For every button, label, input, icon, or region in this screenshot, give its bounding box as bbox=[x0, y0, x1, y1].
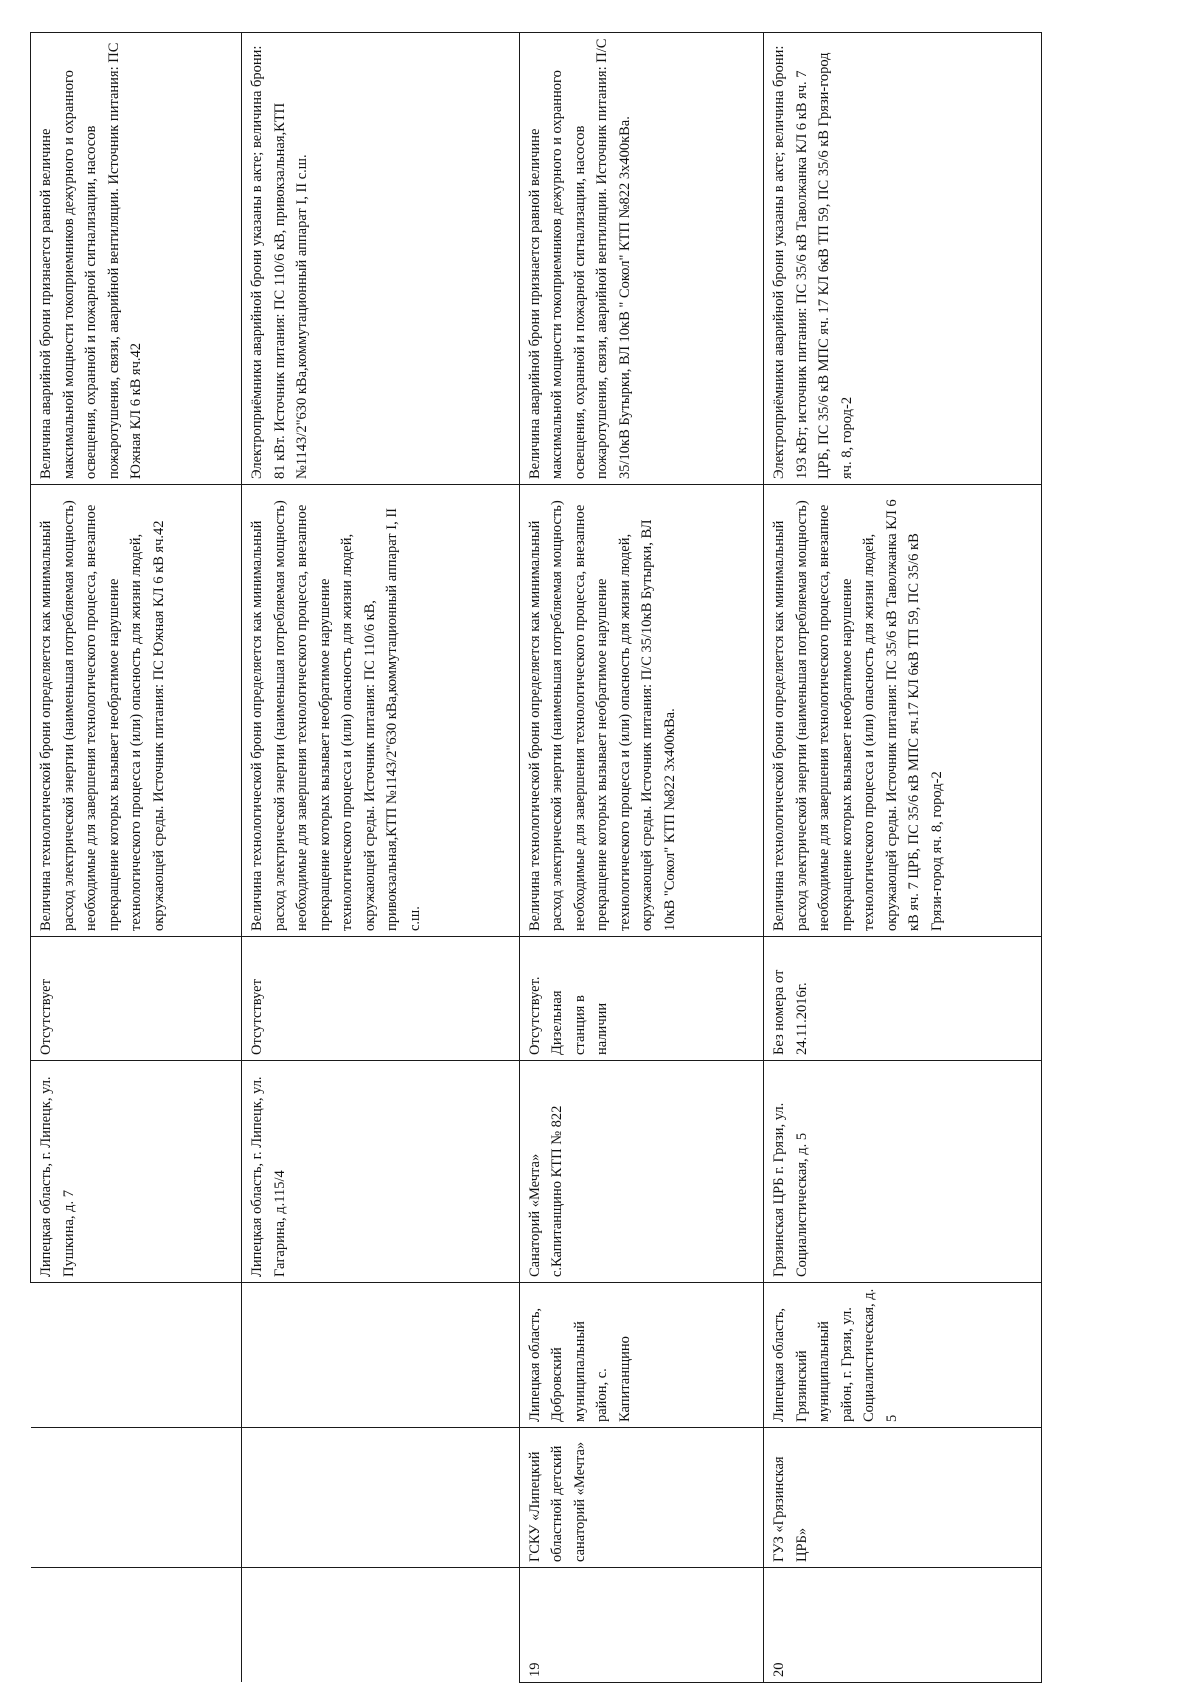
row-number-cell bbox=[31, 1568, 242, 1683]
technological-reserve-cell: Величина технологической брони определяется как минимальный расход электрической энергии (наименьшая потребляемая мощность) необходимые для завершения технологического процесса, внезапное прекращение которых вызывает необратимое нарушение технологического процесса и (или) опасность для жизни людей, окружающей среды. Источник питания: ПС 110/6 кВ, привокзальная,КТП №1143/2"630 кВа,коммутационный аппарат I, II с.ш. bbox=[242, 485, 520, 937]
emergency-reserve-cell: Электроприёмники аварийной брони указаны в акте; величина брони: 81 кВт. Источник питания: ПС 110/6 кВ, привокзальная,КТП №1143/2"630 кВа,коммутационный аппарат I, II с.ш. bbox=[242, 33, 520, 485]
act-cell: Отсутствует bbox=[242, 937, 520, 1061]
technological-reserve-cell: Величина технологической брони определяется как минимальный расход электрической энергии (наименьшая потребляемая мощность) необходимые для завершения технологического процесса, внезапное прекращение которых вызывает необратимое нарушение технологического процесса и (или) опасность для жизни людей, окружающей среды. Источник питания: П/С 35/10кВ Бутырки, ВЛ 10кВ "Сокол" КТП №822 3х400кВа. bbox=[519, 485, 763, 937]
region-cell bbox=[242, 1283, 520, 1428]
table-row bbox=[31, 33, 242, 1683]
table-row bbox=[242, 33, 520, 1683]
organization-cell bbox=[242, 1428, 520, 1568]
row-number-cell: 19 bbox=[519, 1568, 763, 1683]
organization-cell: ГСКУ «Липецкий областной детский санаторий «Мечта» bbox=[519, 1428, 763, 1568]
address-cell: Липецкая область, г. Липецк, ул. Пушкина, д. 7 bbox=[31, 1061, 242, 1283]
emergency-reserve-cell: Величина аварийной брони признается равной величине максимальной мощности токоприемников дежурного и охранного освещения, охранной и пожарной сигнализации, насосов пожаротушения, связи, аварийной вентиляции. Источник питания: ПС Южная КЛ 6 кВ яч.42 bbox=[31, 33, 242, 485]
emergency-reserve-cell: Электроприёмники аварийной брони указаны в акте; величина брони: 193 кВт; источник питания: ПС 35/6 кВ Таволжанка КЛ 6 кВ яч. 7 ЦРБ, ПС 35/6 кВ МПС яч. 17 КЛ 6кВ ТП 59, ПС 35/6 кВ Грязи-город яч. 8, город-2 bbox=[764, 33, 1042, 485]
address-cell: Грязинская ЦРБ г. Грязи, ул. Социалистическая, д. 5 bbox=[764, 1061, 1042, 1283]
technological-reserve-cell: Величина технологической брони определяется как минимальный расход электрической энергии (наименьшая потребляемая мощность) необходимые для завершения технологического процесса, внезапное прекращение которых вызывает необратимое нарушение технологического процесса и (или) опасность для жизни людей, окружающей среды. Источник питания: ПС 35/6 кВ Таволжанка КЛ 6 кВ яч. 7 ЦРБ, ПС 35/6 кВ МПС яч.17 КЛ 6кВ ТП 59, ПС 35/6 кВ Грязи-город яч. 8, город-2 bbox=[764, 485, 1042, 937]
region-cell bbox=[31, 1283, 242, 1428]
row-number-cell: 20 bbox=[764, 1568, 1042, 1683]
act-cell: Отсутствует bbox=[31, 937, 242, 1061]
emergency-reserve-cell: Величина аварийной брони признается равной величине максимальной мощности токоприемников дежурного и охранного освещения, охранной и пожарной сигнализации, насосов пожаротушения, связи, аварийной вентиляции. Источник питания: П/С 35/10кВ Бутырки, ВЛ 10кВ " Сокол" КТП №822 3х400кВа. bbox=[519, 33, 763, 485]
region-cell: Липецкая область, Добровский муниципальный район, с. Капитанщино bbox=[519, 1283, 763, 1428]
act-cell: Отсутствует. Дизельная станция в наличии bbox=[519, 937, 763, 1061]
reserve-table bbox=[30, 32, 1042, 1683]
address-cell: Липецкая область, г. Липецк, ул. Гагарина, д.115/4 bbox=[242, 1061, 520, 1283]
organization-cell: ГУЗ «Грязинская ЦРБ» bbox=[764, 1428, 1042, 1568]
table-row bbox=[519, 33, 763, 1683]
row-number-cell bbox=[242, 1568, 520, 1683]
rotated-page bbox=[30, 33, 1042, 1683]
technological-reserve-cell: Величина технологической брони определяется как минимальный расход электрической энергии (наименьшая потребляемая мощность) необходимые для завершения технологического процесса, внезапное прекращение которых вызывает необратимое нарушение технологического процесса и (или) опасность для жизни людей, окружающей среды. Источник питания: ПС Южная КЛ 6 кВ яч.42 bbox=[31, 485, 242, 937]
act-cell: Без номера от 24.11.2016г. bbox=[764, 937, 1042, 1061]
region-cell: Липецкая область, Грязинский муниципальный район, г. Грязи, ул. Социалистическая, д. 5 bbox=[764, 1283, 1042, 1428]
organization-cell bbox=[31, 1428, 242, 1568]
address-cell: Санаторий «Мечта» с.Капитанщино КТП № 822 bbox=[519, 1061, 763, 1283]
table-row bbox=[764, 33, 1042, 1683]
